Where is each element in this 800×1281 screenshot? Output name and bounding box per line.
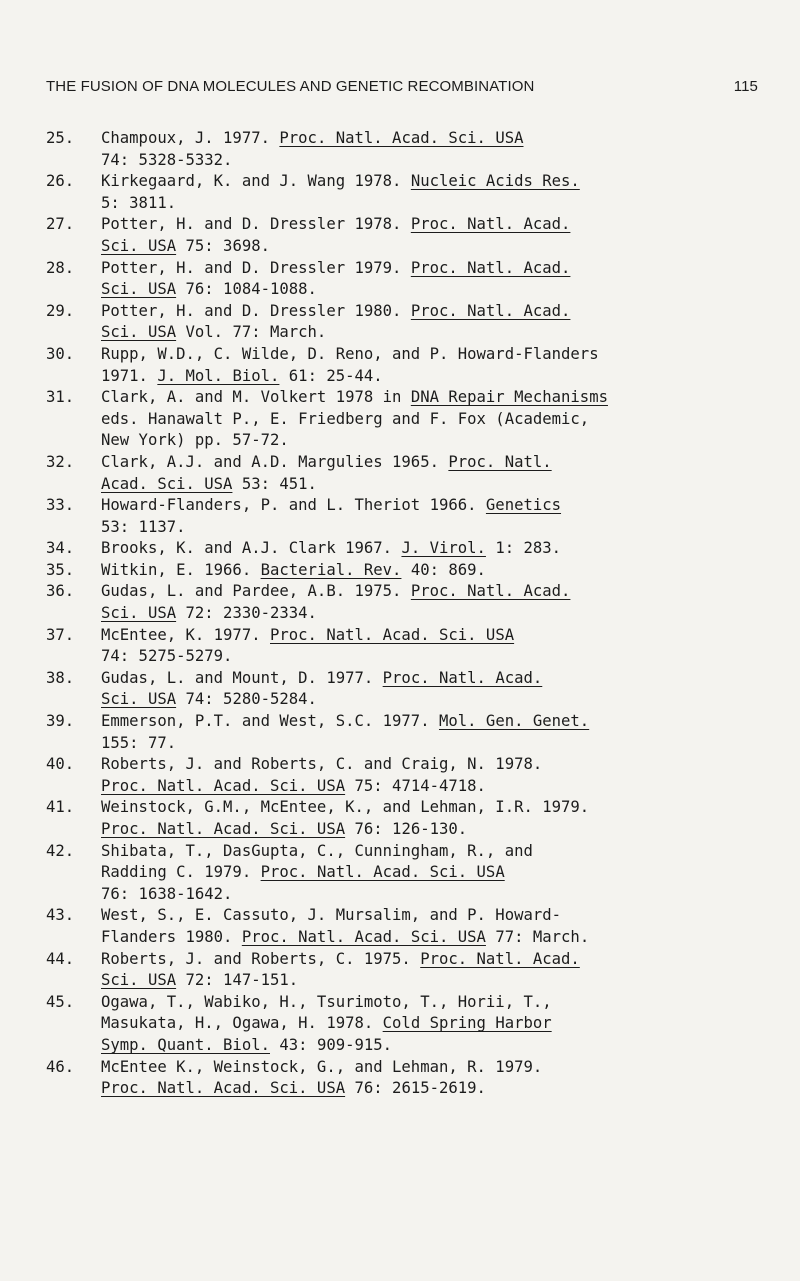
reference-text — [101, 949, 758, 992]
journal-title: Proc. Natl. Acad. Sci. USA — [101, 820, 346, 838]
reference-line — [101, 646, 758, 668]
citation-text: Shibata, T., DasGupta, C., Cunningham, R., and — [101, 841, 533, 860]
reference-line — [101, 754, 758, 776]
reference-line — [101, 560, 758, 582]
reference-text — [101, 797, 758, 840]
reference-number: 35. — [46, 560, 75, 579]
reference-entry — [46, 452, 758, 495]
journal-title: Mol. Gen. Genet. — [438, 712, 590, 731]
citation-text: Potter, H. and D. Dressler 1979. — [101, 258, 411, 277]
citation-text: 75: 4714-4718. — [345, 776, 486, 795]
journal-title: Sci. USA — [101, 323, 177, 342]
reference-entry — [46, 625, 758, 668]
reference-line — [101, 689, 758, 711]
citation-text: 61: 25-44. — [279, 366, 383, 385]
reference-line — [101, 128, 758, 150]
journal-title: Proc. Natl. Acad. Sci. USA — [279, 129, 524, 147]
reference-line — [101, 193, 758, 215]
citation-text: Radding C. 1979. — [101, 863, 261, 882]
journal-title: Cold Spring Harbor — [382, 1014, 552, 1033]
reference-line — [101, 495, 758, 517]
reference-line — [101, 214, 758, 236]
reference-line — [101, 841, 758, 863]
citation-text: 74: 5275-5279. — [101, 647, 233, 666]
reference-text — [101, 560, 758, 582]
citation-text: 76: 126-130. — [345, 820, 468, 838]
reference-line — [101, 797, 758, 819]
journal-title: Proc. Natl. Acad. — [410, 301, 571, 320]
reference-line — [101, 430, 758, 452]
reference-number: 32. — [46, 452, 75, 471]
reference-line — [101, 409, 758, 431]
reference-number: 44. — [46, 949, 75, 968]
reference-entry — [46, 538, 758, 560]
reference-line — [101, 625, 758, 647]
reference-line — [101, 344, 758, 366]
citation-text: 77: March. — [485, 927, 590, 946]
citation-text: 5: 3811. — [101, 193, 177, 212]
reference-line — [101, 949, 758, 971]
reference-line — [101, 862, 758, 884]
citation-text: 53: 1137. — [101, 517, 186, 536]
reference-text — [101, 754, 758, 797]
reference-number: 28. — [46, 258, 75, 277]
journal-title: Proc. Natl. Acad. Sci. USA — [260, 863, 505, 882]
citation-text: Witkin, E. 1966. — [101, 560, 261, 579]
citation-text: Weinstock, G.M., McEntee, K., and Lehman, I.R. 1979. — [101, 798, 590, 817]
reference-line — [101, 279, 758, 301]
citation-text: Potter, H. and D. Dressler 1980. — [101, 301, 411, 320]
reference-number: 43. — [46, 906, 75, 925]
reference-text — [101, 992, 758, 1057]
citation-text: Ogawa, T., Wabiko, H., Tsurimoto, T., Horii, T., — [101, 992, 552, 1011]
citation-text: 74: 5280-5284. — [176, 690, 317, 709]
reference-line — [101, 1078, 758, 1100]
journal-title: Bacterial. Rev. — [260, 560, 402, 579]
reference-text — [101, 538, 758, 560]
reference-list — [46, 128, 758, 1100]
citation-text: Roberts, J. and Roberts, C. and Craig, N. 1978. — [101, 755, 543, 774]
reference-number: 29. — [46, 301, 75, 320]
reference-number: 25. — [46, 129, 75, 147]
reference-line — [101, 517, 758, 539]
reference-entry — [46, 581, 758, 624]
reference-text — [101, 711, 758, 754]
reference-line — [101, 150, 758, 172]
reference-line — [101, 905, 758, 927]
citation-text: Champoux, J. 1977. — [101, 129, 280, 147]
citation-text: Howard-Flanders, P. and L. Theriot 1966. — [101, 496, 486, 515]
citation-text: McEntee K., Weinstock, G., and Lehman, R. 1979. — [101, 1057, 543, 1076]
citation-text: 76: 1084-1088. — [176, 280, 317, 299]
journal-title: Sci. USA — [101, 971, 177, 990]
reference-line — [101, 733, 758, 755]
citation-text: 72: 147-151. — [176, 971, 299, 990]
reference-number: 26. — [46, 172, 75, 191]
citation-text: Roberts, J. and Roberts, C. 1975. — [101, 949, 421, 968]
reference-number: 39. — [46, 712, 75, 731]
citation-text: 155: 77. — [101, 733, 177, 752]
reference-number: 37. — [46, 625, 75, 644]
reference-number: 45. — [46, 992, 75, 1011]
reference-text — [101, 344, 758, 387]
citation-text: McEntee, K. 1977. — [101, 625, 270, 644]
reference-line — [101, 171, 758, 193]
reference-line — [101, 1057, 758, 1079]
reference-line — [101, 366, 758, 388]
citation-text: eds. Hanawalt P., E. Friedberg and F. Fox (Academic, — [101, 409, 590, 428]
reference-line — [101, 1013, 758, 1035]
journal-title: J. Mol. Biol. — [157, 366, 280, 385]
citation-text: 1971. — [101, 366, 158, 385]
reference-text — [101, 301, 758, 344]
journal-title: Proc. Natl. Acad. — [410, 582, 571, 601]
citation-text: 43: 909-915. — [270, 1035, 393, 1054]
citation-text: Brooks, K. and A.J. Clark 1967. — [101, 539, 402, 558]
journal-title: Proc. Natl. — [448, 452, 552, 471]
reference-number: 36. — [46, 582, 75, 601]
reference-number: 46. — [46, 1057, 75, 1076]
reference-entry — [46, 214, 758, 257]
reference-number: 38. — [46, 668, 75, 687]
citation-text: Rupp, W.D., C. Wilde, D. Reno, and P. Howard-Flanders — [101, 344, 599, 363]
reference-entry — [46, 668, 758, 711]
reference-line — [101, 970, 758, 992]
journal-title: Sci. USA — [101, 690, 177, 709]
reference-line — [101, 387, 758, 409]
citation-text: 72: 2330-2334. — [176, 604, 317, 623]
citation-text: 53: 451. — [232, 474, 317, 493]
journal-title: Symp. Quant. Biol. — [101, 1035, 270, 1054]
reference-line — [101, 884, 758, 906]
reference-entry — [46, 949, 758, 992]
citation-text: 74: 5328-5332. — [101, 150, 233, 169]
citation-text: Gudas, L. and Pardee, A.B. 1975. — [101, 582, 411, 601]
running-header — [46, 78, 758, 100]
reference-entry — [46, 797, 758, 840]
citation-text: Emmerson, P.T. and West, S.C. 1977. — [101, 712, 439, 731]
reference-line — [101, 236, 758, 258]
journal-title: Proc. Natl. Acad. Sci. USA — [241, 927, 486, 946]
citation-text: 40: 869. — [401, 560, 486, 579]
reference-number: 33. — [46, 496, 75, 515]
citation-text: Clark, A. and M. Volkert 1978 in — [101, 388, 411, 407]
journal-title: Proc. Natl. Acad. Sci. USA — [101, 776, 346, 795]
journal-title: DNA Repair Mechanisms — [410, 388, 608, 407]
reference-line — [101, 603, 758, 625]
reference-text — [101, 214, 758, 257]
citation-text: 76: 2615-2619. — [345, 1079, 486, 1098]
journal-title: Proc. Natl. Acad. — [420, 949, 580, 968]
reference-number: 30. — [46, 344, 75, 363]
citation-text: Clark, A.J. and A.D. Margulies 1965. — [101, 452, 449, 471]
reference-entry — [46, 171, 758, 214]
journal-title: Proc. Natl. Acad. — [410, 215, 571, 234]
citation-text: Flanders 1980. — [101, 927, 242, 946]
reference-text — [101, 171, 758, 214]
reference-entry — [46, 841, 758, 906]
reference-entry — [46, 258, 758, 301]
journal-title: Proc. Natl. Acad. Sci. USA — [270, 625, 515, 644]
reference-entry — [46, 495, 758, 538]
citation-text: Vol. 77: March. — [176, 323, 327, 342]
reference-line — [101, 776, 758, 798]
page-number: 115 — [733, 78, 758, 95]
reference-entry — [46, 711, 758, 754]
reference-text — [101, 258, 758, 301]
running-title: THE FUSION OF DNA MOLECULES AND GENETIC RECOMBINATION — [46, 78, 535, 95]
reference-text — [101, 581, 758, 624]
reference-entry — [46, 992, 758, 1057]
citation-text: 75: 3698. — [176, 236, 270, 255]
reference-text — [101, 625, 758, 668]
journal-title: Proc. Natl. Acad. Sci. USA — [101, 1079, 346, 1098]
journal-title: Sci. USA — [101, 280, 177, 299]
reference-text — [101, 452, 758, 495]
journal-title: Acad. Sci. USA — [101, 474, 233, 493]
reference-number: 31. — [46, 388, 75, 407]
reference-line — [101, 474, 758, 496]
reference-line — [101, 581, 758, 603]
reference-line — [101, 301, 758, 323]
reference-text — [101, 387, 758, 452]
reference-line — [101, 711, 758, 733]
reference-text — [101, 841, 758, 906]
citation-text: Masukata, H., Ogawa, H. 1978. — [101, 1014, 383, 1033]
reference-entry — [46, 560, 758, 582]
reference-text — [101, 495, 758, 538]
journal-title: J. Virol. — [401, 539, 486, 558]
reference-number: 40. — [46, 755, 75, 774]
citation-text: New York) pp. 57-72. — [101, 431, 289, 450]
citation-text: Kirkegaard, K. and J. Wang 1978. — [101, 172, 411, 191]
journal-title: Proc. Natl. Acad. — [382, 668, 543, 687]
reference-number: 34. — [46, 539, 75, 558]
reference-line — [101, 452, 758, 474]
citation-text: 1: 283. — [485, 539, 562, 558]
reference-line — [101, 668, 758, 690]
citation-text: Potter, H. and D. Dressler 1978. — [101, 215, 411, 234]
citation-text: Gudas, L. and Mount, D. 1977. — [101, 668, 383, 687]
reference-number: 27. — [46, 215, 75, 234]
reference-entry — [46, 344, 758, 387]
reference-text — [101, 128, 758, 171]
journal-title: Genetics — [485, 496, 562, 515]
reference-line — [101, 538, 758, 560]
reference-entry — [46, 301, 758, 344]
reference-line — [101, 1035, 758, 1057]
journal-title: Sci. USA — [101, 604, 177, 623]
reference-text — [101, 905, 758, 948]
reference-number: 42. — [46, 841, 75, 860]
reference-entry — [46, 905, 758, 948]
reference-number: 41. — [46, 798, 75, 817]
reference-text — [101, 668, 758, 711]
reference-entry — [46, 387, 758, 452]
reference-line — [101, 819, 758, 841]
reference-line — [101, 322, 758, 344]
reference-entry — [46, 1057, 758, 1100]
reference-entry — [46, 754, 758, 797]
reference-entry — [46, 128, 758, 171]
reference-text — [101, 1057, 758, 1100]
reference-line — [101, 258, 758, 280]
citation-text: West, S., E. Cassuto, J. Mursalim, and P. Howard- — [101, 906, 562, 925]
journal-title: Nucleic Acids Res. — [410, 172, 580, 191]
journal-title: Proc. Natl. Acad. — [410, 258, 571, 277]
journal-title: Sci. USA — [101, 236, 177, 255]
reference-line — [101, 992, 758, 1014]
citation-text: 76: 1638-1642. — [101, 884, 233, 903]
reference-line — [101, 927, 758, 949]
